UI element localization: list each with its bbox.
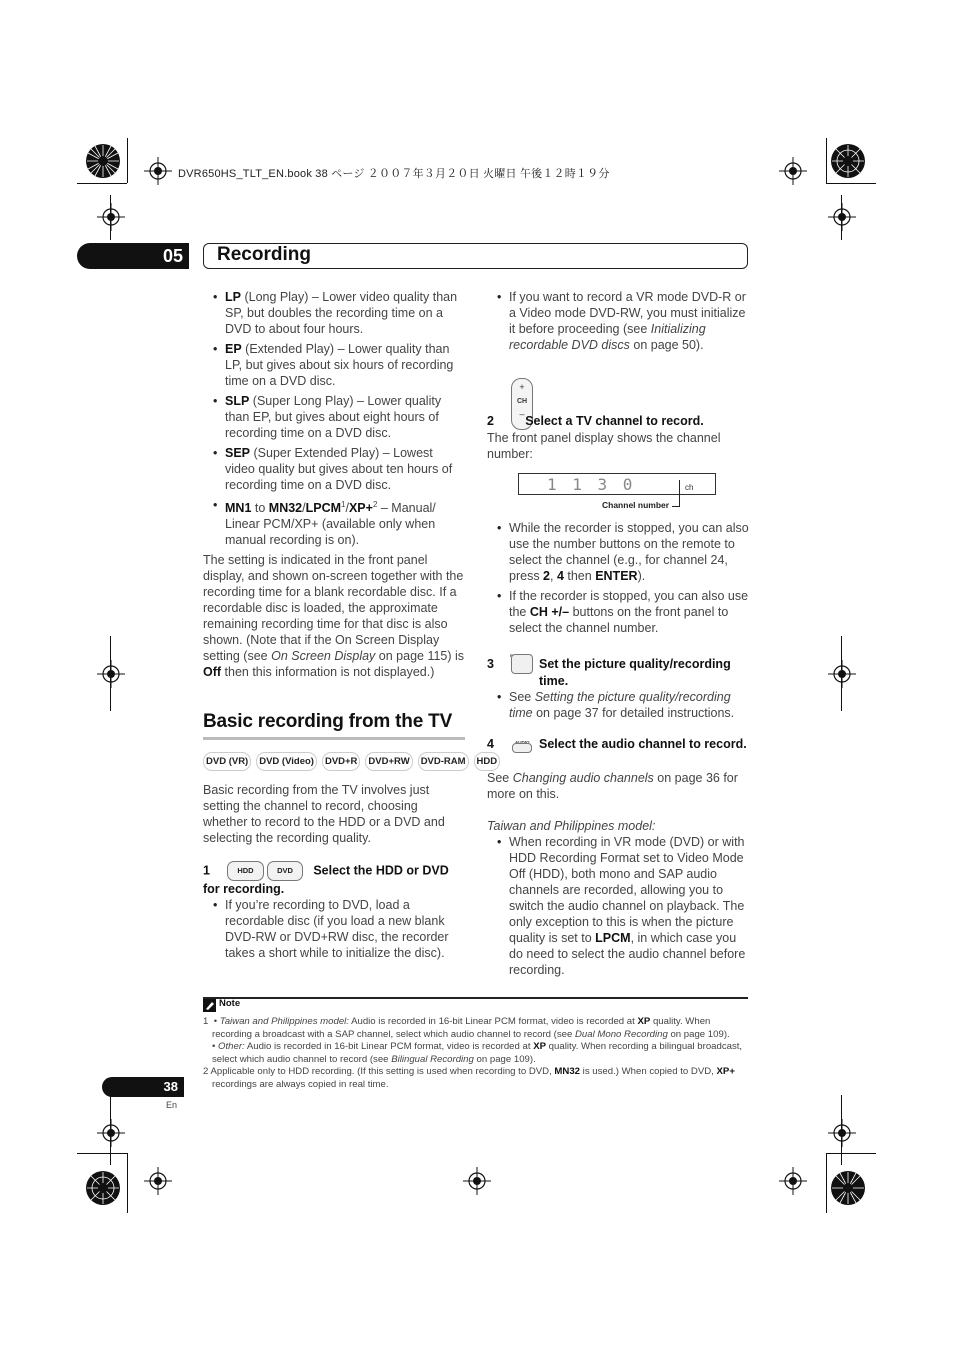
crosshair-mark-icon bbox=[779, 157, 807, 185]
list-item: • SEP (Super Extended Play) – Lowest video quality but gives about ten hours of recording time on a DVD disc. bbox=[203, 445, 465, 493]
disc-badge: DVD (Video) bbox=[256, 752, 317, 771]
language-code: En bbox=[166, 1100, 178, 1110]
crop-line bbox=[127, 138, 128, 183]
list-item: • MN1 to $MN32/LPCM^1/XP+^2$ – Manual/ Linear PCM/XP+ (available only when manual recording is on). bbox=[203, 497, 465, 548]
heading-rule bbox=[203, 737, 465, 740]
disc-badge: DVD (VR) bbox=[203, 752, 251, 771]
right-column-top bbox=[487, 289, 749, 357]
print-header-line: DVR650HS_TLT_EN.book 38 ページ ２００７年３月２０日 火曜日 午後１２時１９分 bbox=[178, 168, 610, 180]
crop-line bbox=[77, 183, 127, 184]
disc-badge: DVD+RW bbox=[365, 752, 412, 771]
intro-block bbox=[203, 782, 465, 965]
disc-type-badges bbox=[203, 752, 500, 771]
note-title: Note bbox=[219, 998, 241, 1009]
crop-line bbox=[110, 1095, 111, 1165]
crop-line bbox=[826, 138, 827, 183]
step-2-block: 2 Select a TV channel to record. The front panel display shows the channel number: bbox=[487, 413, 749, 462]
note-icon bbox=[203, 999, 216, 1012]
footnote-1b: • Other: Audio is recorded in 16-bit Linear PCM format, video is recorded at XP quality. When recording a bilingual broadcast, select which audio channel to record (see Bilingual Recording on page 109). bbox=[212, 1041, 743, 1065]
crop-line bbox=[826, 183, 876, 184]
crosshair-mark-icon bbox=[779, 1167, 807, 1195]
section-heading: Basic recording from the TV bbox=[203, 711, 453, 732]
ch-key-icon: + CH – bbox=[511, 378, 533, 430]
dvd-key-icon: DVD bbox=[267, 861, 303, 881]
step-4-block: 4 Select the audio channel to record. See Changing audio channels on page 36 for more on this. Taiwan and Philippines model: • When recording in VR mode (DVD) or with HDD Recording Format set to Video Mode Off (HDD), both mono and SAP audio channels are recorded, allowing you to switch the audio channel on playback. The only exception to this is when the picture quality is set to LPCM, in which case you do need to select the audio channel before recording. bbox=[487, 735, 749, 982]
disc-badge: HDD bbox=[474, 752, 501, 771]
footnote-2: 2 Applicable only to HDD recording. (If this setting is used when recording to DVD, MN32 is used.) When copied to DVD, XP+ recordings are always copied in real time. bbox=[203, 1066, 735, 1090]
page-number: 38 bbox=[102, 1077, 184, 1097]
setting-paragraph: The setting is indicated in the front panel display, and shown on-screen together with the recording time for a blank recordable disc. If a recordable disc is loaded, the approximate remaining recording time for that disc is also shown. (Note that if the On Screen Display setting (see On Screen Display on page 115) is Off then this information is not displayed.) bbox=[203, 553, 465, 680]
crop-line bbox=[77, 1153, 127, 1154]
list-item: • While the recorder is stopped, you can also use the number buttons on the remote to select the channel (e.g., for channel 24, press 2, 4 then ENTER). bbox=[487, 520, 749, 584]
crop-line bbox=[127, 1153, 128, 1213]
model-heading: Taiwan and Philippines model: bbox=[487, 819, 656, 833]
crop-line bbox=[110, 636, 111, 711]
chapter-number: 05 bbox=[77, 243, 189, 269]
registration-dial-icon bbox=[830, 143, 866, 179]
step-2: 2 Select a TV channel to record. bbox=[487, 414, 704, 428]
crosshair-mark-icon bbox=[463, 1167, 491, 1195]
crop-line bbox=[110, 195, 111, 240]
crosshair-mark-icon bbox=[828, 1119, 856, 1147]
registration-dial-icon bbox=[85, 143, 121, 179]
crosshair-mark-icon bbox=[828, 660, 856, 688]
crosshair-mark-icon bbox=[144, 157, 172, 185]
list-item: • If the recorder is stopped, you can also use the CH +/– buttons on the front panel to select the channel number. bbox=[487, 588, 749, 636]
list-item: • If you’re recording to DVD, load a recordable disc (if you load a new blank DVD-RW or DVD+RW disc, the recorder takes a short while to initialize the disc). bbox=[203, 897, 465, 961]
list-item: • When recording in VR mode (DVD) or with HDD Recording Format set to Video Mode Off (HDD), both mono and SAP audio channels are recorded, allowing you to switch the audio channel on playback. The only exception to this is when the picture quality is set to LPCM, in which case you do need to select the audio channel before recording. bbox=[487, 834, 749, 978]
front-panel-display: 1 1 3 0 ch bbox=[518, 473, 716, 495]
crosshair-mark-icon bbox=[144, 1167, 172, 1195]
footnote-1a: 1 • Taiwan and Philippines model: Audio is recorded in 16-bit Linear PCM format, video is recorded at XP quality. When recording a broadcast with a SAP channel, select which audio channel to record (see Dual Mono Recording on page 109). bbox=[203, 1016, 730, 1040]
crosshair-mark-icon bbox=[97, 203, 125, 231]
list-item: • EP (Extended Play) – Lower quality than LP, but gives about six hours of recording time on a DVD disc. bbox=[203, 341, 465, 389]
note-rule bbox=[203, 997, 748, 999]
crosshair-mark-icon bbox=[828, 203, 856, 231]
display-caption: Channel number bbox=[602, 500, 670, 510]
crop-line bbox=[826, 1153, 827, 1213]
crop-line bbox=[841, 636, 842, 711]
callout-line bbox=[679, 480, 680, 507]
left-column bbox=[203, 289, 465, 680]
list-item: • See Setting the picture quality/recording time on page 37 for detailed instructions. bbox=[487, 689, 749, 721]
recording-mode-list bbox=[203, 289, 465, 548]
footnotes bbox=[203, 1016, 751, 1091]
disc-badge: DVD+R bbox=[322, 752, 360, 771]
step-3-block: 3 Set the picture quality/recording time. • See Setting the picture quality/recording time on page 37 for detailed instructions. bbox=[487, 648, 749, 725]
registration-dial-icon bbox=[85, 1170, 121, 1206]
crop-line bbox=[841, 195, 842, 240]
crop-line bbox=[841, 1095, 842, 1165]
rec-mode-key-icon bbox=[511, 654, 533, 674]
registration-dial-icon bbox=[830, 1170, 866, 1206]
step-2-bullets bbox=[487, 520, 749, 640]
list-item: • LP (Long Play) – Lower video quality than SP, but doubles the recording time on a DVD to about four hours. bbox=[203, 289, 465, 337]
list-item: • SLP (Super Long Play) – Lower quality than EP, but gives about eight hours of recording time on a DVD disc. bbox=[203, 393, 465, 441]
hdd-key-icon: HDD bbox=[227, 861, 263, 881]
chapter-title: Recording bbox=[217, 244, 311, 265]
crosshair-mark-icon bbox=[97, 1119, 125, 1147]
crop-line bbox=[826, 1153, 876, 1154]
callout-line bbox=[672, 506, 680, 507]
list-item: • If you want to record a VR mode DVD-R or a Video mode DVD-RW, you must initialize it before proceeding (see Initializing recordable DVD discs on page 50). bbox=[487, 289, 749, 353]
intro-paragraph: Basic recording from the TV involves just setting the channel to record, choosing whether to record to the HDD or a DVD and selecting the recording quality. bbox=[203, 783, 445, 845]
step-1: 1 HDD DVD Select the HDD or DVD for recording. bbox=[203, 861, 465, 897]
crosshair-mark-icon bbox=[97, 660, 125, 688]
disc-badge: DVD-RAM bbox=[418, 752, 469, 771]
